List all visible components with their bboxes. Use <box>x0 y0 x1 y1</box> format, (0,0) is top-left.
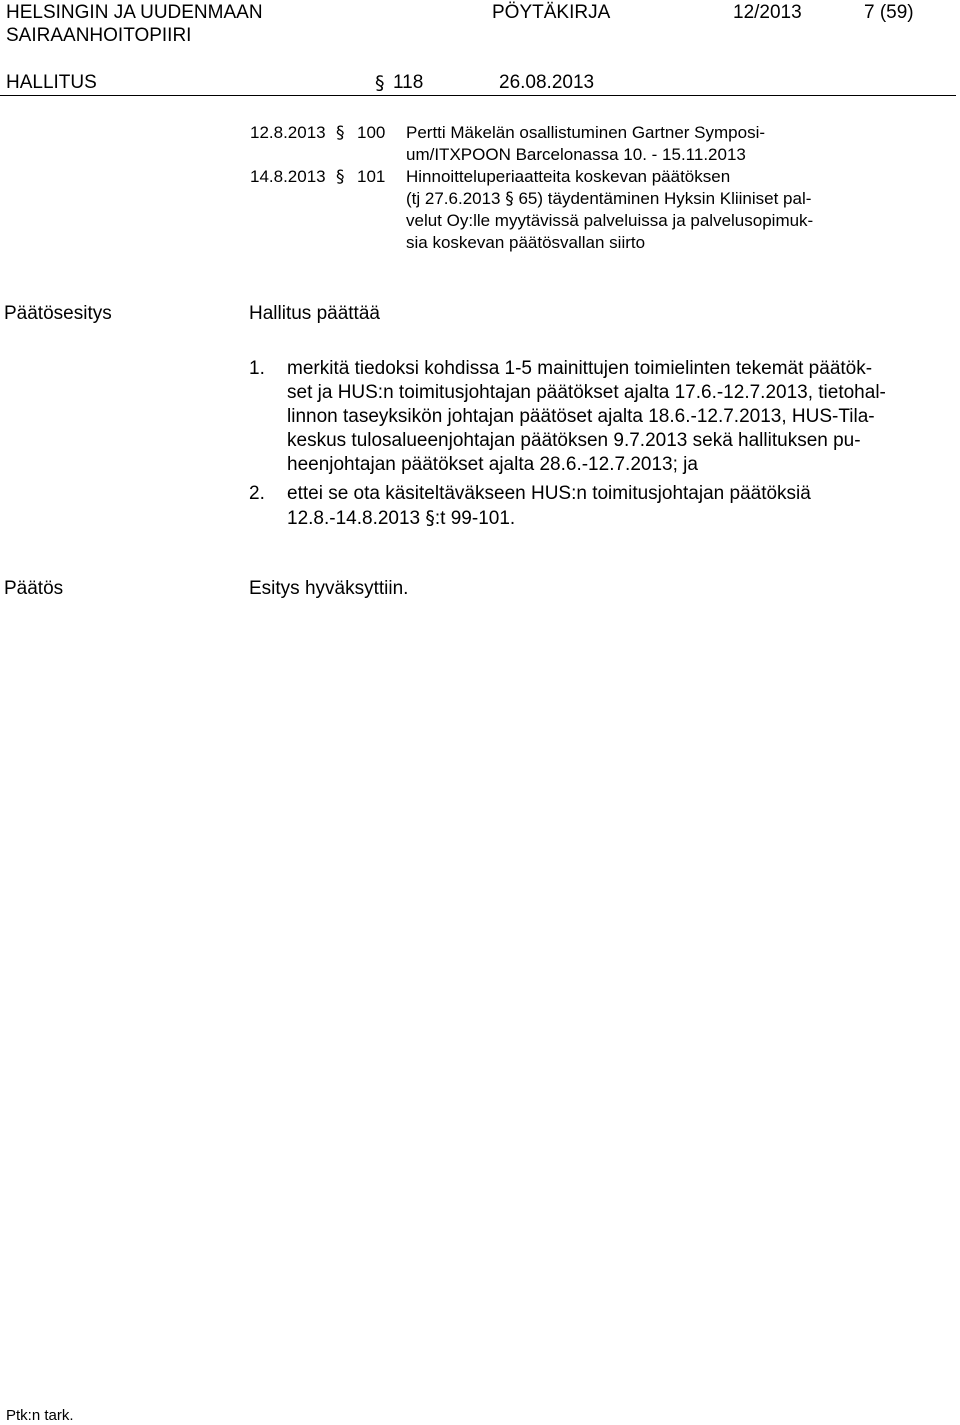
decision-title-line: Pertti Mäkelän osallistuminen Gartner Symposi- <box>406 123 766 142</box>
page-number: 7 (59) <box>864 2 914 23</box>
org-name-line2: SAIRAANHOITOPIIRI <box>6 25 192 46</box>
header-divider <box>0 95 956 96</box>
decision-number: 100 <box>357 123 386 142</box>
list-item-line: merkitä tiedoksi kohdissa 1-5 mainittujen toimielinten tekemät päätök- <box>287 358 873 379</box>
decision-title-line: sia koskevan päätösvallan siirto <box>406 233 646 252</box>
decision-number: 101 <box>357 167 386 186</box>
list-item-line: linnon taseyksikön johtajan päätöset ajalta 18.6.-12.7.2013, HUS-Tila- <box>287 406 875 427</box>
section-number: 118 <box>393 72 424 93</box>
proposal-label: Päätösesitys <box>4 303 112 324</box>
decision-title-line: velut Oy:lle myytävissä palveluissa ja palvelusopimuk- <box>406 211 814 230</box>
decision-title-line: um/ITXPOON Barcelonassa 10. - 15.11.2013 <box>406 145 746 164</box>
list-item-line: keskus tulosalueenjohtajan päätöksen 9.7.2013 sekä hallituksen pu- <box>287 430 861 451</box>
meeting-number: 12/2013 <box>733 2 802 23</box>
footer-note: Ptk:n tark. <box>6 1407 74 1424</box>
list-item-text: :t 99-101. <box>434 508 516 529</box>
board-name: HALLITUS <box>6 72 97 93</box>
section-sign-icon: § <box>425 507 435 529</box>
decision-title-text: 65) täydentäminen Hyksin Kliiniset pal- <box>513 189 812 208</box>
decision-title-line: Hinnoitteluperiaatteita koskevan päätöksen <box>406 167 731 186</box>
list-item-line: ettei se ota käsiteltäväkseen HUS:n toimitusjohtajan päätöksiä <box>287 483 811 504</box>
section-sign-icon: § <box>505 189 514 209</box>
section-sign-icon: § <box>336 167 345 187</box>
decision-title-line <box>406 188 811 210</box>
list-item-number: 1. <box>249 358 265 379</box>
list-item-line: set ja HUS:n toimitusjohtajan päätökset ajalta 17.6.-12.7.2013, tietohal- <box>287 382 886 403</box>
list-item-line <box>287 506 515 531</box>
list-item-text: 12.8.-14.8.2013 <box>287 508 426 529</box>
decision-label: Päätös <box>4 578 64 599</box>
decision-text: Esitys hyväksyttiin. <box>249 578 409 599</box>
section-sign-icon: § <box>375 72 385 94</box>
decision-date: 12.8.2013 <box>250 123 326 142</box>
section-sign-icon: § <box>336 123 345 143</box>
list-item-line: heenjohtajan päätökset ajalta 28.6.-12.7.2013; ja <box>287 454 698 475</box>
doc-type: PÖYTÄKIRJA <box>492 2 611 23</box>
proposal-intro: Hallitus päättää <box>249 303 380 324</box>
decision-date: 14.8.2013 <box>250 167 326 186</box>
org-name-line1: HELSINGIN JA UUDENMAAN <box>6 2 263 23</box>
decision-title-text: (tj 27.6.2013 <box>406 189 506 208</box>
meeting-date: 26.08.2013 <box>499 72 595 93</box>
list-item-number: 2. <box>249 483 265 504</box>
